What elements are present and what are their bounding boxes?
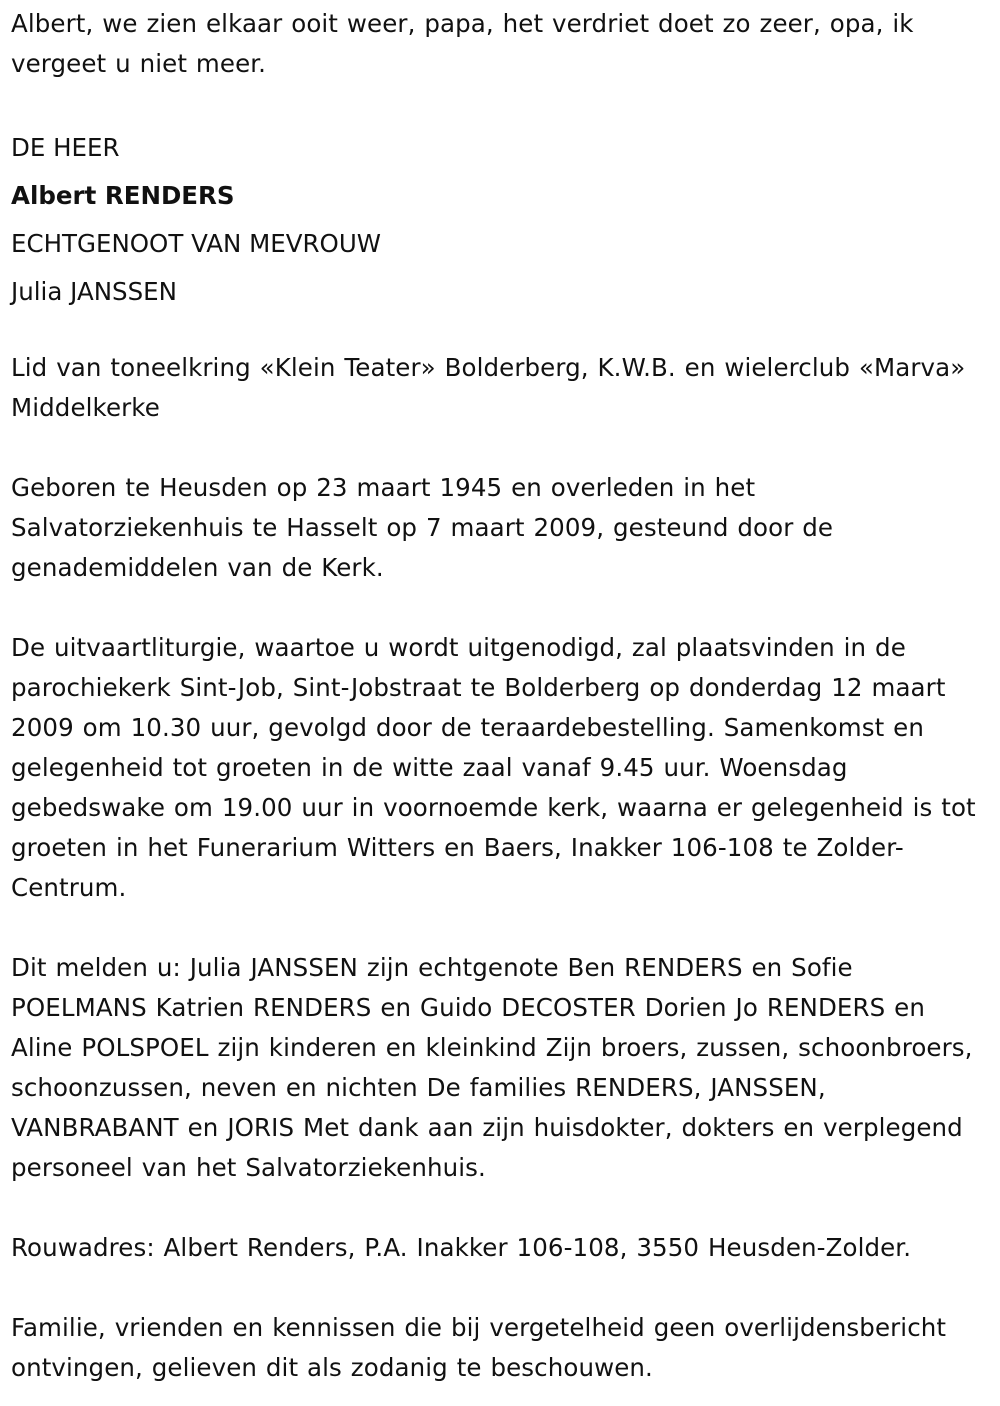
opening-verse: Albert, we zien elkaar ooit weer, papa, het verdriet doet zo zeer, opa, ik vergeet u niet meer. [11,9,914,78]
spacer [11,84,991,124]
honorific: DE HEER [11,133,120,162]
spacer [11,1268,991,1308]
spacer [11,908,991,948]
spacer [11,316,991,348]
spacer [11,1188,991,1228]
family-notice: Dit melden u: Julia JANSSEN zijn echtgenote Ben RENDERS en Sofie POELMANS Katrien RENDERS en Guido DECOSTER Dorien Jo RENDERS en Aline POLSPOEL zijn kinderen en kleinkind Zijn broers, zussen, schoonbroers, schoonzussen, neven en nichten De families RENDERS, JANSSEN, VANBRABANT en JORIS Met dank aan zijn huisdokter, dokters en verplegend personeel van het Salvatorziekenhuis. [11,953,973,1182]
membership: Lid van toneelkring «Klein Teater» Bolderberg, K.W.B. en wielerclub «Marva» Middelkerke [11,353,966,422]
spacer [11,428,991,468]
obituary-document [11,4,991,1388]
spacer [11,588,991,628]
birth-death: Geboren te Heusden op 23 maart 1945 en overleden in het Salvatorziekenhuis te Hasselt op 7 maart 2009, gesteund door de genademiddelen van de Kerk. [11,473,834,582]
mourning-address: Rouwadres: Albert Renders, P.A. Inakker 106-108, 3550 Heusden-Zolder. [11,1233,912,1262]
deceased-name: Albert RENDERS [11,181,235,210]
spouse-name: Julia JANSSEN [11,277,177,306]
closing-note: Familie, vrienden en kennissen die bij vergetelheid geen overlijdensbericht ontvingen, gelieven dit als zodanig te beschouwen. [11,1313,947,1382]
funeral-details: De uitvaartliturgie, waartoe u wordt uitgenodigd, zal plaatsvinden in de parochiekerk Sint-Job, Sint-Jobstraat te Bolderberg op donderdag 12 maart 2009 om 10.30 uur, gevolgd door de teraardebestelling. Samenkomst en gelegenheid tot groeten in de witte zaal vanaf 9.45 uur. Woensdag gebedswake om 19.00 uur in voornoemde kerk, waarna er gelegenheid is tot groeten in het Funerarium Witters en Baers, Inakker 106-108 te Zolder-Centrum. [11,633,976,902]
spouse-title: ECHTGENOOT VAN MEVROUW [11,229,382,258]
